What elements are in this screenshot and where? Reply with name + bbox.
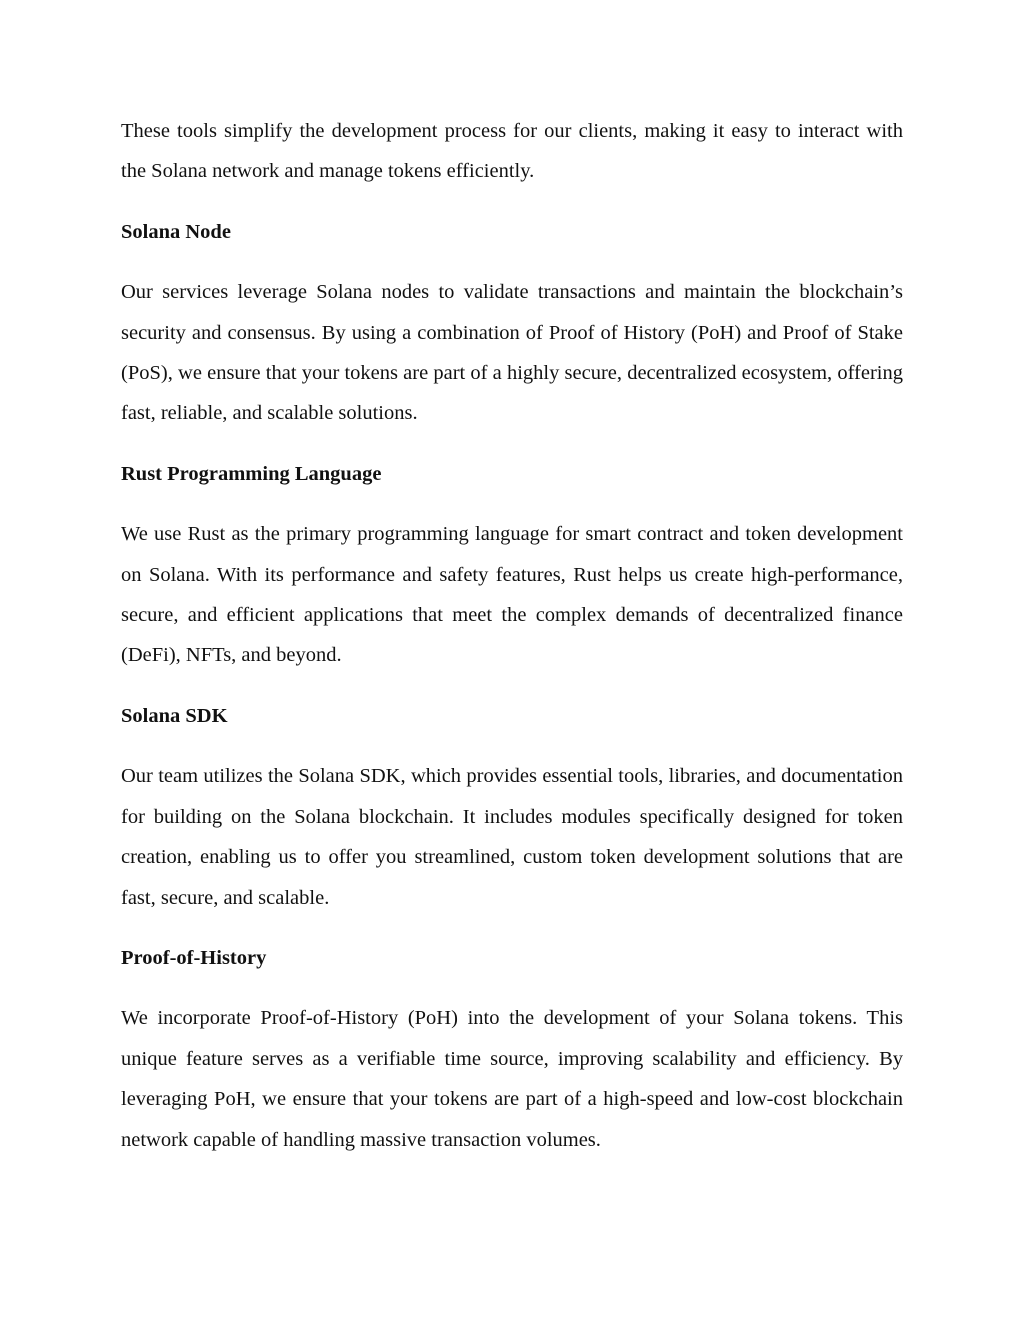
section-heading-solana-sdk: Solana SDK	[121, 704, 228, 727]
section-body-rust: We use Rust as the primary programming language for smart contract and token development on Solana. With its performance and safety features, Rust helps us create high-performance, secure, and efficient applications that meet the complex demands of decentralized finance (DeFi), NFTs, and beyond.	[121, 523, 903, 667]
section-heading-proof-of-history: Proof-of-History	[121, 946, 267, 969]
section-body-solana-node: Our services leverage Solana nodes to validate transactions and maintain the blockchain’s security and consensus. By using a combination of Proof of History (PoH) and Proof of Stake (PoS), we ensure that your tokens are part of a highly secure, decentralized ecosystem, offering fast, reliable, and scalable solutions.	[121, 281, 903, 425]
section-heading-solana-node: Solana Node	[121, 220, 231, 243]
document-page	[121, 111, 903, 1180]
section-heading-rust: Rust Programming Language	[121, 462, 382, 485]
section-body-proof-of-history: We incorporate Proof-of-History (PoH) into the development of your Solana tokens. This unique feature serves as a verifiable time source, improving scalability and efficiency. By leveraging PoH, we ensure that your tokens are part of a high-speed and low-cost blockchain network capable of handling massive transaction volumes.	[121, 1007, 903, 1151]
section-body-solana-sdk: Our team utilizes the Solana SDK, which provides essential tools, libraries, and documentation for building on the Solana blockchain. It includes modules specifically designed for token creation, enabling us to offer you streamlined, custom token development solutions that are fast, secure, and scalable.	[121, 765, 903, 909]
intro-paragraph: These tools simplify the development process for our clients, making it easy to interact with the Solana network and manage tokens efficiently.	[121, 120, 903, 183]
